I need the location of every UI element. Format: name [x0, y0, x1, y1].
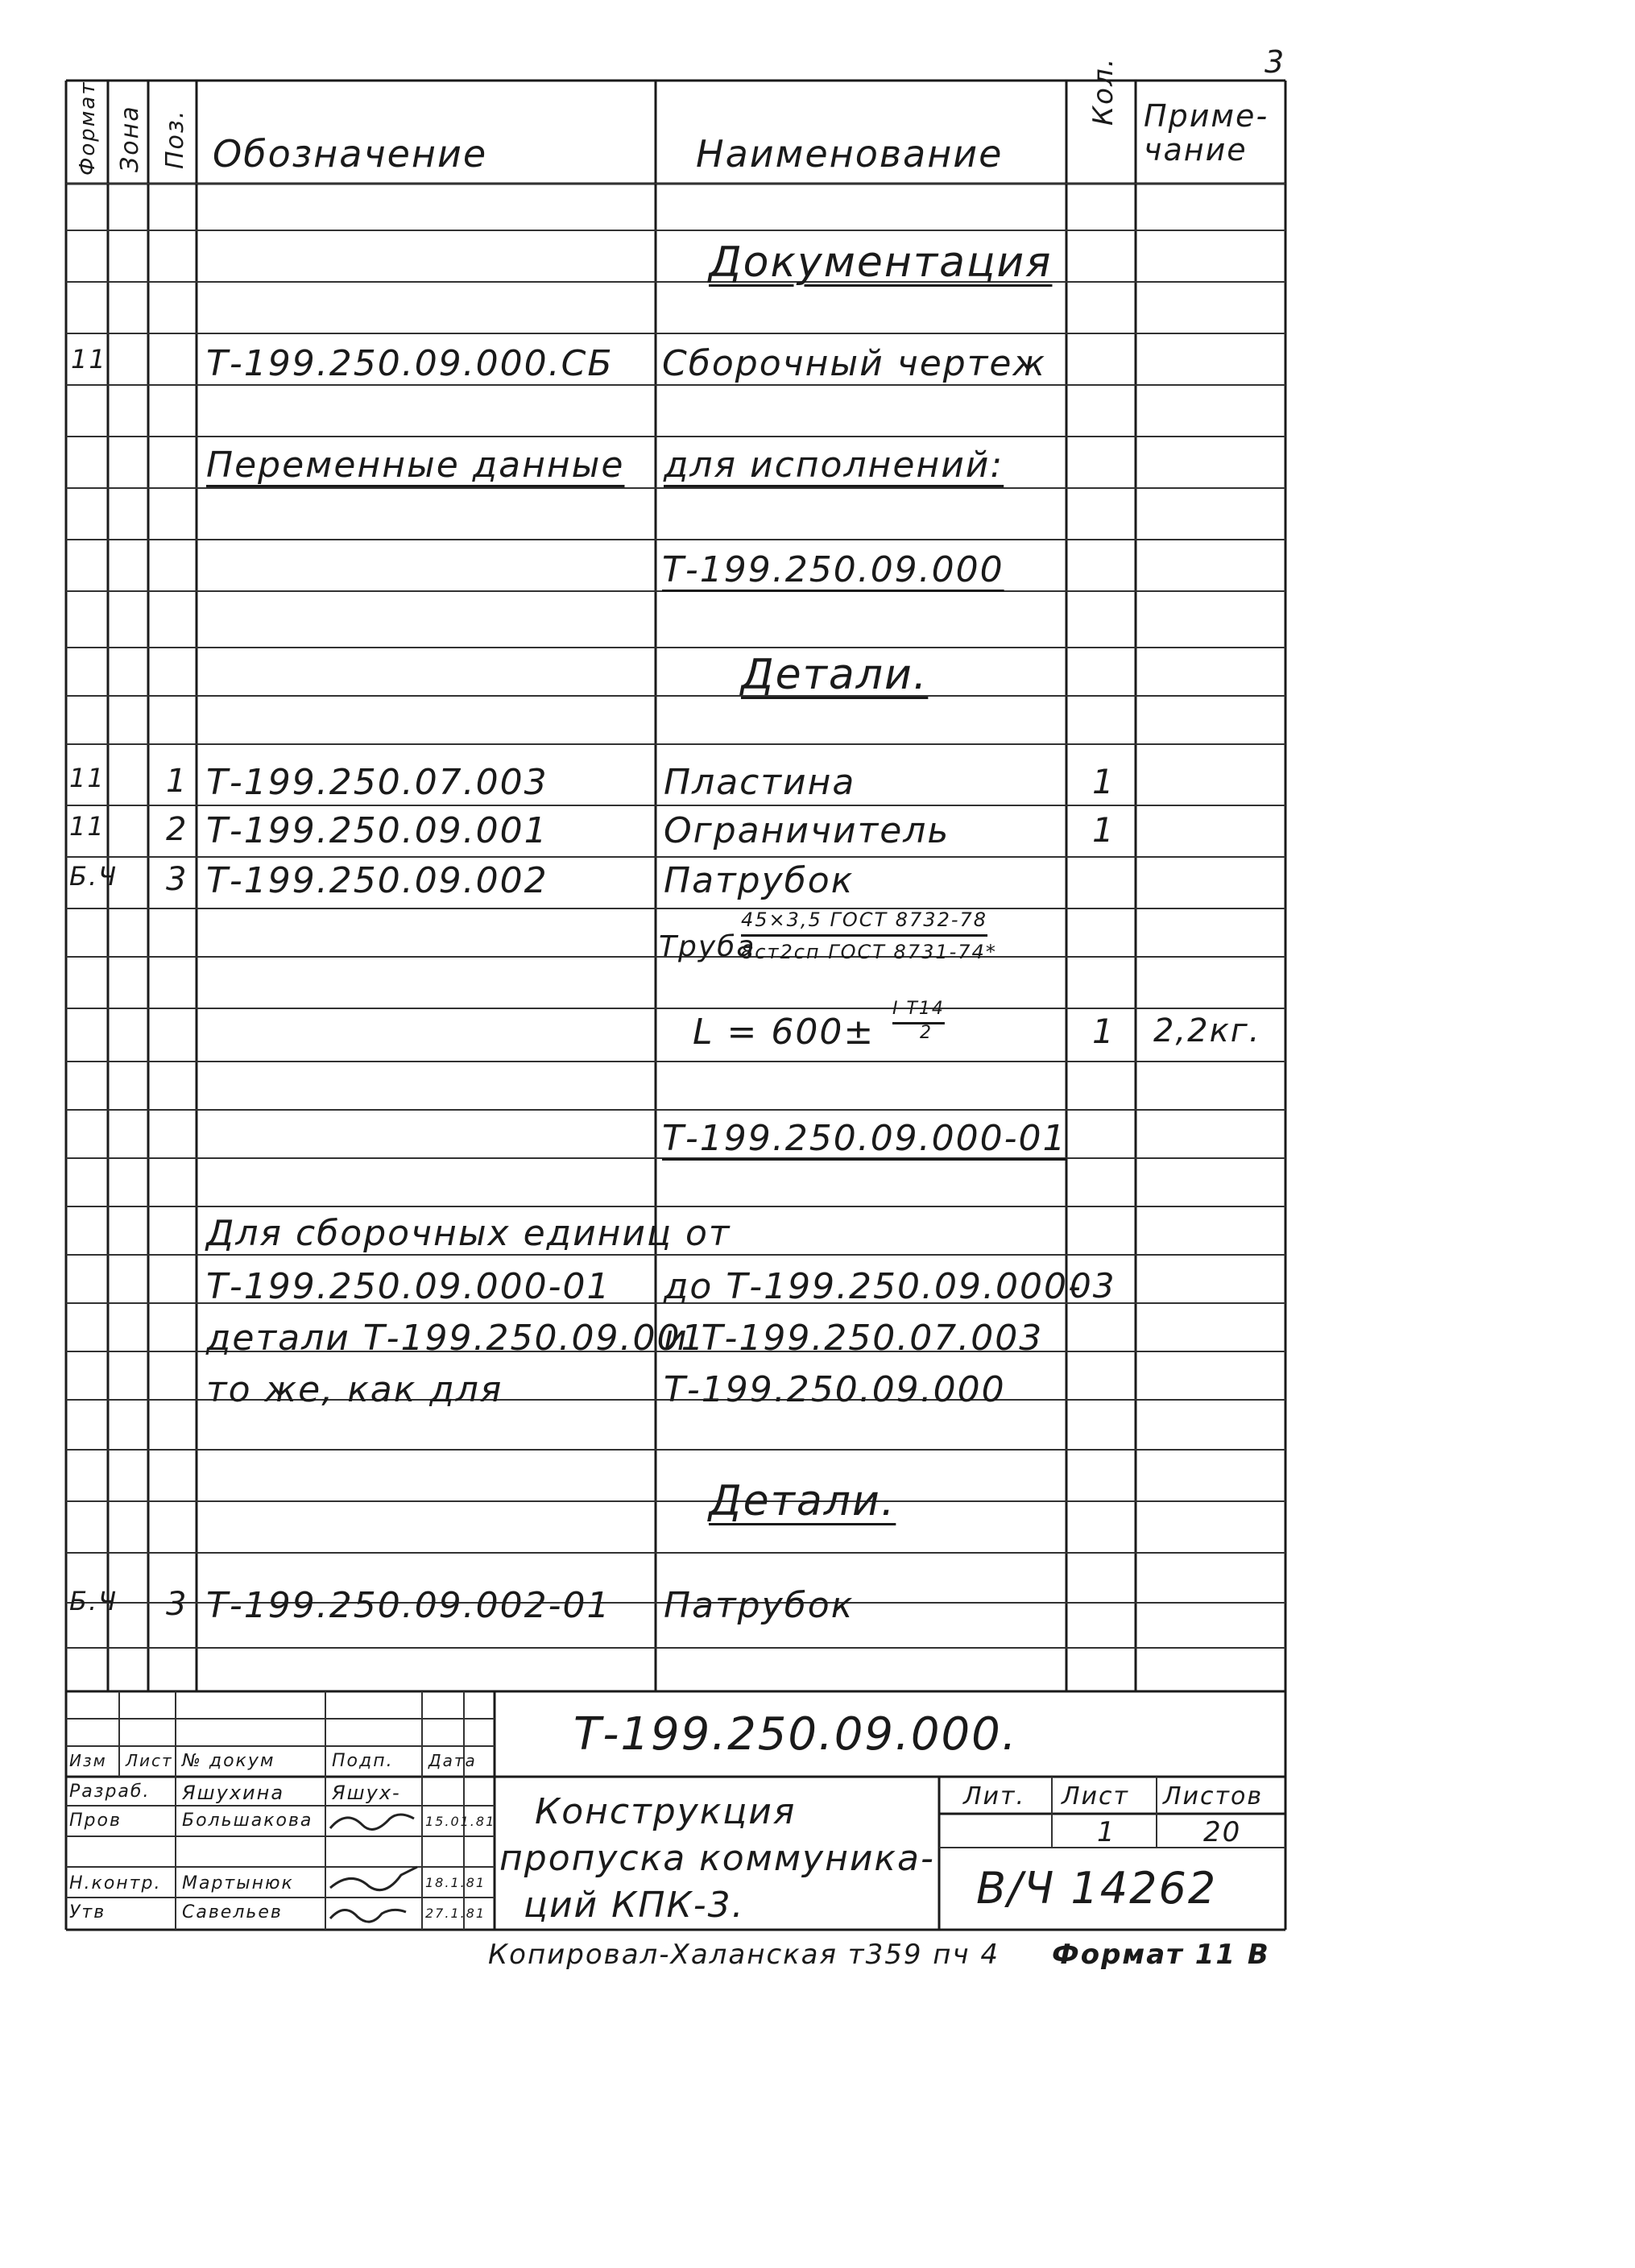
row-format: 11 [69, 811, 106, 842]
header-note: Приме- чание [1144, 98, 1269, 168]
tb-r4-date: 27.1.81 [425, 1906, 486, 1921]
row-qty: 03 [1070, 1266, 1116, 1306]
row-name: Документация [709, 238, 1053, 287]
title-line2: пропуска коммуника- [499, 1838, 935, 1879]
row-designation: Т-199.250.09.000.СБ [206, 343, 614, 384]
row-name: до Т-199.250.09.000- [664, 1266, 1082, 1307]
row-name: Т-199.250.09.000 [662, 549, 1004, 590]
row-name: Детали. [709, 1477, 896, 1525]
tolerance-top: I T14 [892, 999, 945, 1019]
row-name: Т-199.250.09.000-01 [662, 1118, 1067, 1159]
tb-h-doc: № докум [182, 1751, 275, 1771]
row-designation: Переменные данные [206, 445, 625, 486]
row-designation: Т-199.250.09.002 [206, 860, 548, 901]
tb-sheet-label: Лист [1062, 1782, 1130, 1811]
row-designation: Т-199.250.09.001 [206, 810, 548, 851]
row-position: 1 [166, 763, 188, 800]
header-format: Формат [76, 81, 100, 176]
header-designation: Обозначение [213, 132, 488, 176]
header-pos: Поз. [161, 109, 189, 169]
tb-r3-name: Мартынюк [182, 1873, 294, 1893]
row-name: для исполнений: [664, 445, 1004, 486]
tb-lit-label: Лит. [963, 1782, 1026, 1811]
row-format: 11 [71, 344, 107, 375]
footer-copied: Копировал-Халанская т359 пч 4 [488, 1939, 1000, 1971]
pipe-spec-bottom: 8ст2сп ГОСТ 8731-74* [741, 941, 997, 963]
header-zone: Зона [116, 105, 144, 172]
title-line1: Конструкция [535, 1791, 797, 1832]
tb-r4-role: Утв [69, 1902, 106, 1922]
row-designation: детали Т-199.250.09.001 [206, 1318, 706, 1359]
row-name: Труба [659, 930, 756, 963]
tb-h-list: Лист [126, 1751, 173, 1770]
row-name: Патрубок [664, 1585, 855, 1626]
tb-sheet-value: 1 [1097, 1816, 1116, 1848]
doc-number: Т-199.250.09.000. [573, 1708, 1018, 1761]
row-position: 2 [166, 811, 188, 848]
row-name: L = 600± [693, 1012, 875, 1053]
row-designation: Т-199.250.07.003 [206, 762, 548, 803]
header-qty: Кол. [1087, 56, 1120, 126]
page-number: 3 [1265, 44, 1286, 80]
row-name: Т-199.250.09.000 [664, 1369, 1006, 1410]
row-name: Ограничитель [664, 810, 950, 851]
tb-r2-role: Пров [69, 1811, 122, 1831]
tb-r2-name: Большакова [182, 1811, 313, 1831]
row-name: и Т-199.250.07.003 [664, 1318, 1044, 1359]
tb-r3-date: 18.1.81 [425, 1875, 486, 1890]
row-qty: 1 [1092, 1012, 1116, 1051]
row-note: 2,2кг. [1153, 1012, 1261, 1049]
footer-format: Формат 11 В [1052, 1939, 1270, 1971]
tb-r1-sign: Яшух- [332, 1782, 401, 1804]
row-designation: Т-199.250.09.002-01 [206, 1585, 611, 1626]
title-line3: ций КПК-3. [524, 1885, 745, 1926]
row-designation: Для сборочных единиц от [206, 1213, 731, 1254]
tb-r1-name: Яшухина [182, 1782, 285, 1804]
row-qty: 1 [1092, 810, 1116, 850]
row-position: 3 [166, 1586, 188, 1623]
tb-r1-role: Разраб. [69, 1782, 151, 1802]
row-name: Патрубок [664, 860, 855, 901]
tb-r4-name: Савельев [182, 1902, 283, 1922]
org-code: В/Ч 14262 [976, 1863, 1218, 1914]
tb-h-date: Дата [428, 1751, 477, 1770]
pipe-spec-top: 45×3,5 ГОСТ 8732-78 [741, 908, 988, 931]
row-position: 3 [166, 861, 188, 898]
row-qty: 1 [1092, 762, 1116, 801]
tb-h-izm: Изм [69, 1751, 107, 1770]
tb-h-sign: Подп. [332, 1751, 394, 1771]
row-format: Б.Ч [69, 1586, 118, 1616]
tolerance-bottom: 2 [920, 1023, 933, 1043]
tb-sheets-value: 20 [1203, 1816, 1242, 1848]
tb-r2-date: 15.01.81 [425, 1814, 496, 1829]
row-designation: то же, как для [206, 1369, 503, 1410]
row-name: Сборочный чертеж [662, 343, 1047, 384]
header-name: Наименование [696, 132, 1004, 176]
tb-r3-role: Н.контр. [69, 1873, 162, 1893]
row-name: Пластина [664, 762, 856, 803]
row-format: 11 [69, 763, 106, 793]
row-format: Б.Ч [69, 861, 118, 892]
tb-sheets-label: Листов [1163, 1782, 1264, 1811]
row-designation: Т-199.250.09.000-01 [206, 1266, 611, 1307]
row-name: Детали. [741, 651, 929, 699]
